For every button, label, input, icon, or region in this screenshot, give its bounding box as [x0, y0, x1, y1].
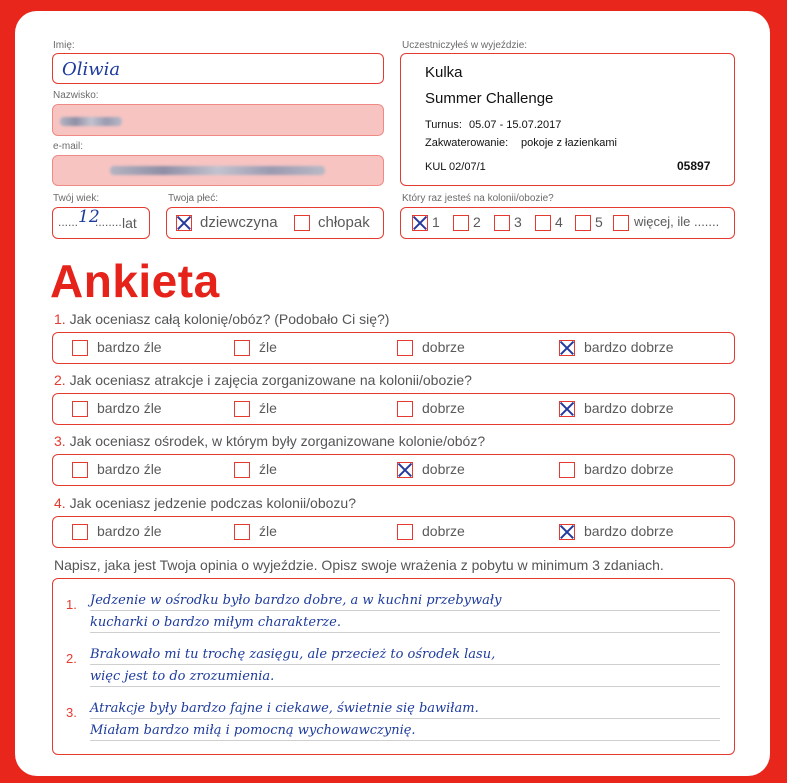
opinion-line-1: Jedzenie w ośrodku było bardzo dobre, a w kuchni przebywały — [90, 593, 502, 608]
times-option-more: więcej, ile ....... — [634, 214, 720, 229]
answer-option-label: bardzo dobrze — [584, 400, 674, 416]
opinion-number-1: 1. — [66, 597, 77, 612]
first-name-value: Oliwia — [62, 59, 121, 80]
answer-option-label: dobrze — [422, 461, 465, 477]
age-dots-right: ........ — [95, 215, 122, 229]
answer-option-label: źle — [259, 400, 277, 416]
answer-checkbox[interactable] — [72, 340, 88, 356]
answer-option-label: dobrze — [422, 339, 465, 355]
opinion-line-5: Atrakcje były bardzo fajne i ciekawe, świetnie się bawiłam. — [90, 701, 479, 716]
survey-title: Ankieta — [50, 255, 220, 307]
times-option-5: 5 — [595, 214, 603, 230]
participant-label: Uczestniczyłeś w wyjeździe: — [402, 40, 528, 51]
ruled-line — [90, 664, 720, 665]
times-checkbox-3[interactable] — [494, 215, 510, 231]
turnus-label: Turnus: — [425, 119, 462, 131]
times-checkbox-2[interactable] — [453, 215, 469, 231]
answer-checkbox[interactable] — [234, 524, 250, 540]
age-label: Twój wiek: — [53, 193, 100, 204]
answer-option-label: bardzo źle — [97, 461, 162, 477]
answer-checkbox[interactable] — [234, 462, 250, 478]
answer-option-label: bardzo dobrze — [584, 339, 674, 355]
answer-checkbox[interactable] — [397, 462, 413, 478]
age-value: 12 — [78, 207, 100, 227]
accommodation-label: Zakwaterowanie: — [425, 137, 509, 149]
times-option-2: 2 — [473, 214, 481, 230]
trip-code: KUL 02/07/1 — [425, 161, 486, 173]
opinion-prompt: Napisz, jaka jest Twoja opinia o wyjeździe. Opisz swoje wrażenia z pobytu w minimum 3 zdaniach. — [54, 557, 664, 573]
answer-option-label: źle — [259, 523, 277, 539]
trip-name: Kulka — [425, 64, 463, 81]
answer-option-label: bardzo źle — [97, 339, 162, 355]
question-text: Jak oceniasz jedzenie podczas kolonii/obozu? — [69, 495, 356, 511]
accommodation-value: pokoje z łazienkami — [521, 137, 617, 149]
times-label: Który raz jesteś na kolonii/obozie? — [402, 193, 554, 204]
answer-checkbox[interactable] — [397, 524, 413, 540]
times-checkbox-4[interactable] — [535, 215, 551, 231]
answer-checkbox[interactable] — [72, 462, 88, 478]
times-checkbox-1[interactable] — [412, 215, 428, 231]
opinion-line-4: więc jest to do zrozumienia. — [90, 669, 275, 684]
answer-checkbox[interactable] — [72, 401, 88, 417]
ruled-line — [90, 632, 720, 633]
question-4 — [54, 495, 356, 511]
answer-checkbox[interactable] — [234, 401, 250, 417]
question-number: 4. — [54, 495, 66, 511]
gender-option-girl: dziewczyna — [200, 214, 278, 231]
gender-option-boy: chłopak — [318, 214, 370, 231]
answer-checkbox[interactable] — [559, 462, 575, 478]
turnus-value: 05.07 - 15.07.2017 — [469, 119, 562, 131]
answer-option-label: bardzo źle — [97, 523, 162, 539]
last-name-label: Nazwisko: — [53, 90, 99, 101]
gender-label: Twoja płeć: — [168, 193, 219, 204]
question-number: 2. — [54, 372, 66, 388]
gender-checkbox-boy[interactable] — [294, 215, 310, 231]
trip-program: Summer Challenge — [425, 90, 554, 107]
answer-option-label: bardzo dobrze — [584, 461, 674, 477]
question-text: Jak oceniasz ośrodek, w którym były zorganizowane kolonie/obóz? — [69, 433, 486, 449]
age-dots-left: ...... — [58, 215, 79, 229]
opinion-line-2: kucharki o bardzo miłym charakterze. — [90, 615, 341, 630]
times-option-1: 1 — [432, 214, 440, 230]
gender-checkbox-girl[interactable] — [176, 215, 192, 231]
opinion-line-6: Miałam bardzo miłą i pomocną wychowawczynię. — [90, 723, 416, 738]
answer-checkbox[interactable] — [559, 524, 575, 540]
times-checkbox-5[interactable] — [575, 215, 591, 231]
answer-option-label: bardzo źle — [97, 400, 162, 416]
answer-option-label: dobrze — [422, 523, 465, 539]
question-1 — [54, 311, 389, 327]
email-redacted — [110, 166, 325, 175]
ruled-line — [90, 740, 720, 741]
age-unit: lat — [122, 215, 137, 231]
first-name-label: Imię: — [53, 40, 75, 51]
opinion-line-3: Brakowało mi tu trochę zasięgu, ale przecież to ośrodek lasu, — [90, 647, 496, 662]
answer-option-label: dobrze — [422, 400, 465, 416]
question-number: 3. — [54, 433, 66, 449]
last-name-redacted — [60, 117, 122, 126]
answer-checkbox[interactable] — [234, 340, 250, 356]
question-2 — [54, 372, 472, 388]
opinion-number-3: 3. — [66, 705, 77, 720]
opinion-number-2: 2. — [66, 651, 77, 666]
question-text: Jak oceniasz całą kolonię/obóz? (Podobało Ci się?) — [69, 311, 390, 327]
trip-number: 05897 — [677, 159, 711, 173]
answer-option-label: źle — [259, 461, 277, 477]
ruled-line — [90, 686, 720, 687]
times-checkbox-more[interactable] — [613, 215, 629, 231]
answer-checkbox[interactable] — [559, 340, 575, 356]
answer-checkbox[interactable] — [559, 401, 575, 417]
question-3 — [54, 433, 485, 449]
times-option-4: 4 — [555, 214, 563, 230]
question-text: Jak oceniasz atrakcje i zajęcia zorganizowane na kolonii/obozie? — [69, 372, 472, 388]
answer-option-label: źle — [259, 339, 277, 355]
ruled-line — [90, 718, 720, 719]
answer-option-label: bardzo dobrze — [584, 523, 674, 539]
question-number: 1. — [54, 311, 66, 327]
answer-checkbox[interactable] — [72, 524, 88, 540]
ruled-line — [90, 610, 720, 611]
email-label: e-mail: — [53, 141, 84, 152]
times-option-3: 3 — [514, 214, 522, 230]
answer-checkbox[interactable] — [397, 401, 413, 417]
answer-checkbox[interactable] — [397, 340, 413, 356]
